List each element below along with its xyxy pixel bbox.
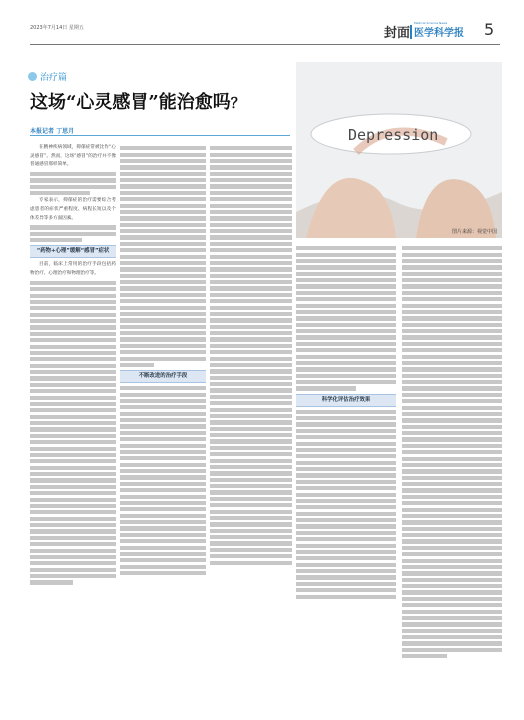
column-1	[30, 144, 116, 587]
subhead-1: “药物+心理”缓解“感冒”症状	[30, 245, 116, 258]
column-2	[120, 144, 206, 577]
subhead-2: 不断改进的治疗手段	[120, 370, 206, 383]
byline: 本报记者 丁思月	[30, 128, 75, 135]
column-3	[210, 144, 292, 567]
paper-masthead: 医学科学报	[414, 28, 464, 39]
paragraph: 目前，临床上常用的治疗手段包括药物治疗、心理治疗和物理治疗等。	[30, 262, 116, 276]
column-tag	[28, 70, 67, 83]
article-title-mark: ？	[230, 96, 245, 112]
image-caption: 图片来源：视觉中国	[452, 229, 498, 235]
column-5	[402, 244, 502, 661]
paper-name-english: Medical Science News	[414, 21, 448, 25]
section-name: 封面	[384, 26, 411, 41]
paragraph: 在精神疾病领域，抑郁症常被比作“心灵感冒”。然而，这场“感冒”的治疗并不像普通感冒那样简单。	[30, 145, 116, 168]
article-photo	[296, 62, 502, 238]
flower-icon	[28, 72, 37, 81]
article-title-text: 这场“心灵感冒”能治愈吗	[30, 92, 231, 113]
subhead-3: 科学化评估治疗效果	[296, 394, 396, 407]
byline-rule	[30, 135, 290, 136]
header-accent-bar	[410, 25, 412, 39]
issue-date: 2023年7月14日 星期五	[30, 25, 84, 31]
column-tag-label: 治疗篇	[40, 73, 68, 83]
hands-holding-sign-illustration	[296, 62, 502, 238]
page-number: 5	[484, 20, 495, 39]
paragraph: 专家表示，抑郁症的治疗需要综合考虑患者的症状严重程度、病程长短以及个体差异等多方面因素。	[30, 198, 116, 221]
photo-sign-text: Depression	[348, 126, 439, 144]
column-4	[296, 244, 396, 601]
header-rule	[30, 44, 500, 45]
article-title	[30, 88, 245, 114]
